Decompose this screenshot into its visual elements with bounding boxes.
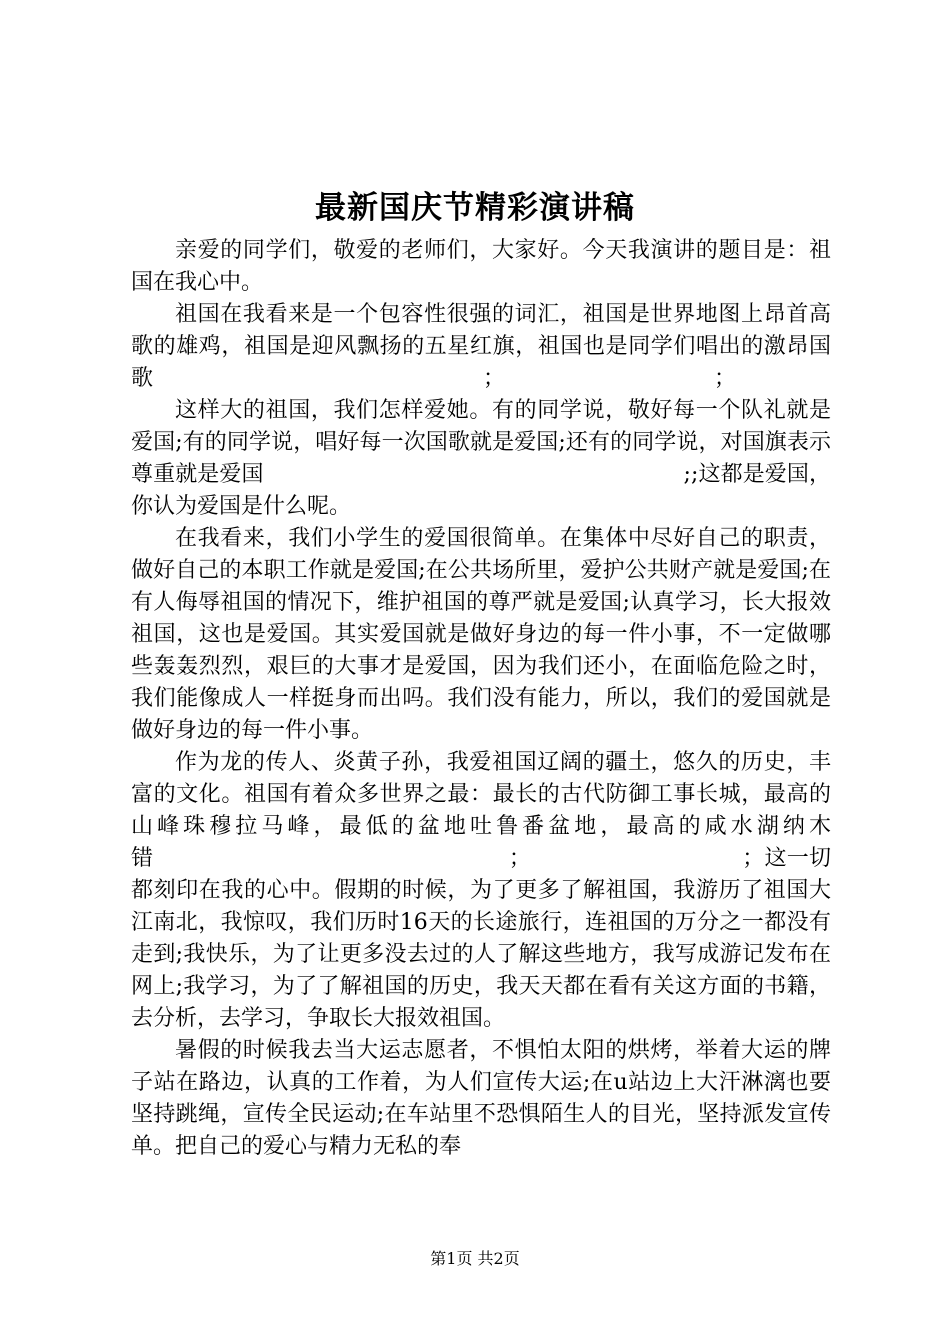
page-footer: 第1页 共2页 [430,1249,520,1268]
paragraph-6: 暑假的时候我去当大运志愿者，不惧怕太阳的烘烤，举着大运的牌子站在路边，认真的工作着，为人们宣传大运;在u站边上大汗淋漓也要坚持跳绳，宣传全民运动;在车站里不恐惧陌生人的目光，坚持派发宣传单。把自己的爱心与精力无私的奉 [131,1038,831,1159]
paragraph-4: 在我看来，我们小学生的爱国很简单。在集体中尽好自己的职责，做好自己的本职工作就是爱国;在公共场所里，爱护公共财产就是爱国;在有人侮辱祖国的情况下，维护祖国的尊严就是爱国;认真学习，长大报效祖国，这也是爱国。其实爱国就是做好身边的每一件小事，不一定做哪些轰轰烈烈，艰巨的大事才是爱国，因为我们还小，在面临危险之时，我们能像成人一样挺身而出吗。我们没有能力，所以，我们的爱国就是做好身边的每一件小事。 [131,526,831,743]
document-title: 最新国庆节精彩演讲稿 [315,190,635,226]
paragraph-5: 作为龙的传人、炎黄子孙，我爱祖国辽阔的疆土，悠久的历史，丰富的文化。祖国有着众多世界之最：最长的古代防御工事长城，最高的山峰珠穆拉马峰，最低的盆地吐鲁番盆地，最高的咸水湖纳木错 ； ；这一切都刻印在我的心中。假期的时候，为了更多了解祖国，我游历了祖国大江南北，我惊叹，我们历时16天的长途旅行，连祖国的万分之一都没有走到;我快乐，为了让更多没去过的人了解这些地方，我写成游记发布在网上;我学习，为了了解祖国的历史，我天天都在看有关这方面的书籍，去分析，去学习，争取长大报效祖国。 [131,750,831,1031]
paragraph-1: 亲爱的同学们，敬爱的老师们，大家好。今天我演讲的题目是：祖国在我心中。 [131,238,831,295]
paragraph-2: 祖国在我看来是一个包容性很强的词汇，祖国是世界地图上昂首高歌的雄鸡，祖国是迎风飘扬的五星红旗，祖国也是同学们唱出的激昂国歌 ； ； [131,302,831,391]
document-body [131,235,831,1163]
paragraph-3: 这样大的祖国，我们怎样爱她。有的同学说，敬好每一个队礼就是爱国;有的同学说，唱好每一次国歌就是爱国;还有的同学说，对国旗表示尊重就是爱国 ;;这都是爱国，你认为爱国是什么呢。 [131,398,831,519]
